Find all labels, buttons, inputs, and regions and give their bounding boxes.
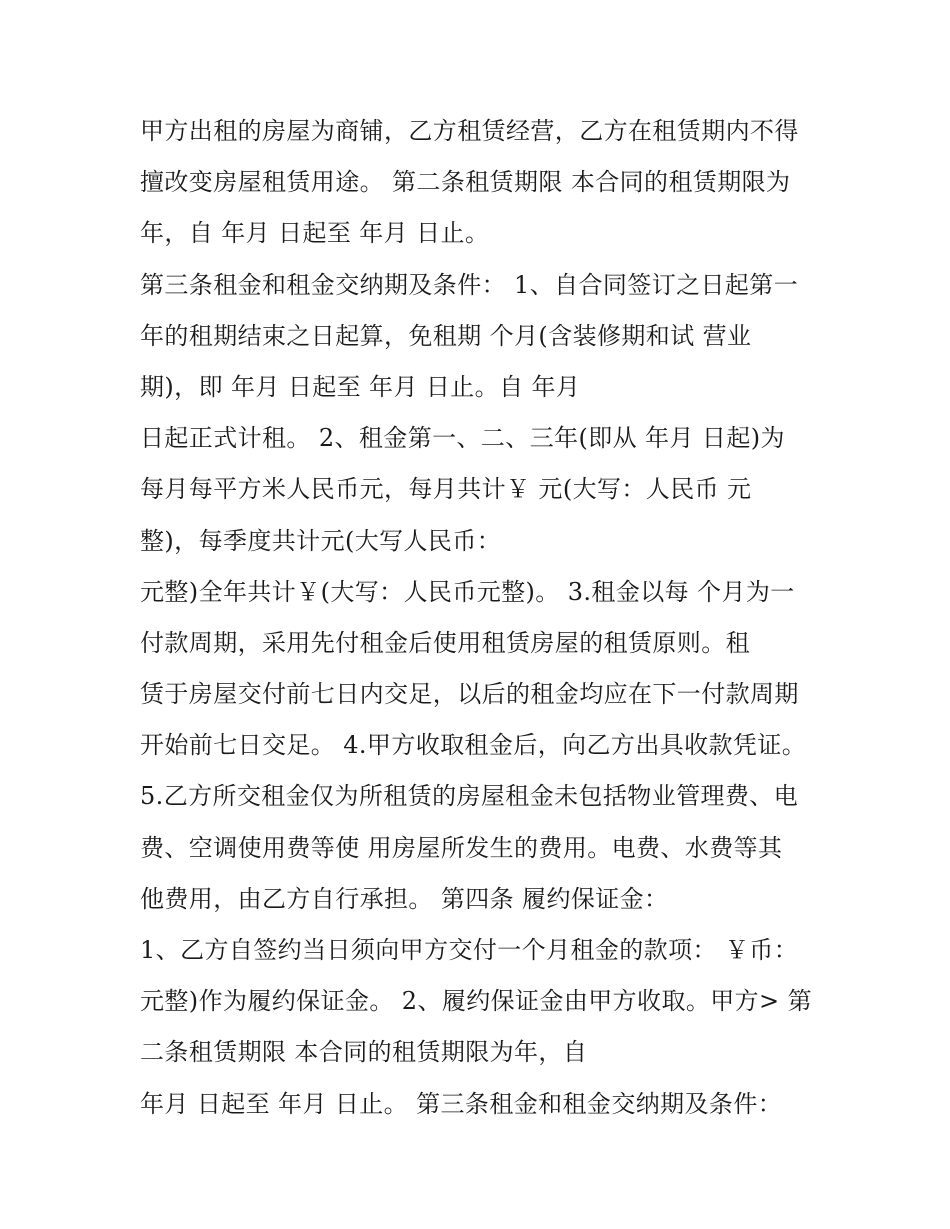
text-line: 每月每平方米人民币元，每月共计￥ 元(大写：人民币 元 — [140, 475, 752, 504]
text-line: 开始前七日交足。 4.甲方收取租金后，向乙方出具收款凭证。 — [140, 731, 807, 760]
text-line: 日起正式计租。 2、租金第一、二、三年(即从 年月 日起)为 — [140, 424, 785, 453]
text-line: 元整)作为履约保证金。 2、履约保证金由甲方收取。甲方> 第 — [140, 987, 812, 1016]
text-line: 5.乙方所交租金仅为所租赁的房屋租金未包括物业管理费、电 — [140, 782, 799, 811]
text-line: 整)，每季度共计元(大写人民币： — [140, 526, 502, 555]
text-line: 元整)全年共计￥(大写：人民币元整)。 3.租金以每 个月为一 — [140, 577, 795, 606]
text-line: 付款周期，采用先付租金后使用租赁房屋的租赁原则。租 — [140, 628, 750, 657]
text-line: 二条租赁期限 本合同的租赁期限为年，自 — [140, 1038, 588, 1067]
text-line: 他费用，由乙方自行承担。 第四条 履约保证金： — [140, 884, 669, 913]
text-line: 甲方出租的房屋为商铺，乙方租赁经营，乙方在租赁期内不得 — [140, 117, 799, 145]
text-line: 期)，即 年月 日起至 年月 日止。自 年月 — [140, 372, 581, 401]
text-line: 第三条租金和租金交纳期及条件： 1、自合同签订之日起第一 — [140, 270, 799, 299]
text-line: 年的租期结束之日起算，免租期 个月(含装修期和试 营业 — [140, 321, 752, 350]
text-line: 年，自 年月 日起至 年月 日止。 — [140, 219, 490, 248]
text-line: 年月 日起至 年月 日止。 第三条租金和租金交纳期及条件： — [140, 1089, 783, 1118]
text-line: 1、乙方自签约当日须向甲方交付一个月租金的款项： ￥币： — [140, 936, 799, 964]
text-line: 费、空调使用费等使 用房屋所发生的费用。电费、水费等其 — [140, 833, 783, 862]
text-line: 赁于房屋交付前七日内交足，以后的租金均应在下一付款周期 — [140, 680, 799, 709]
contract-text-body — [140, 106, 820, 1130]
text-line: 擅改变房屋租赁用途。 第二条租赁期限 本合同的租赁期限为 — [140, 168, 791, 197]
